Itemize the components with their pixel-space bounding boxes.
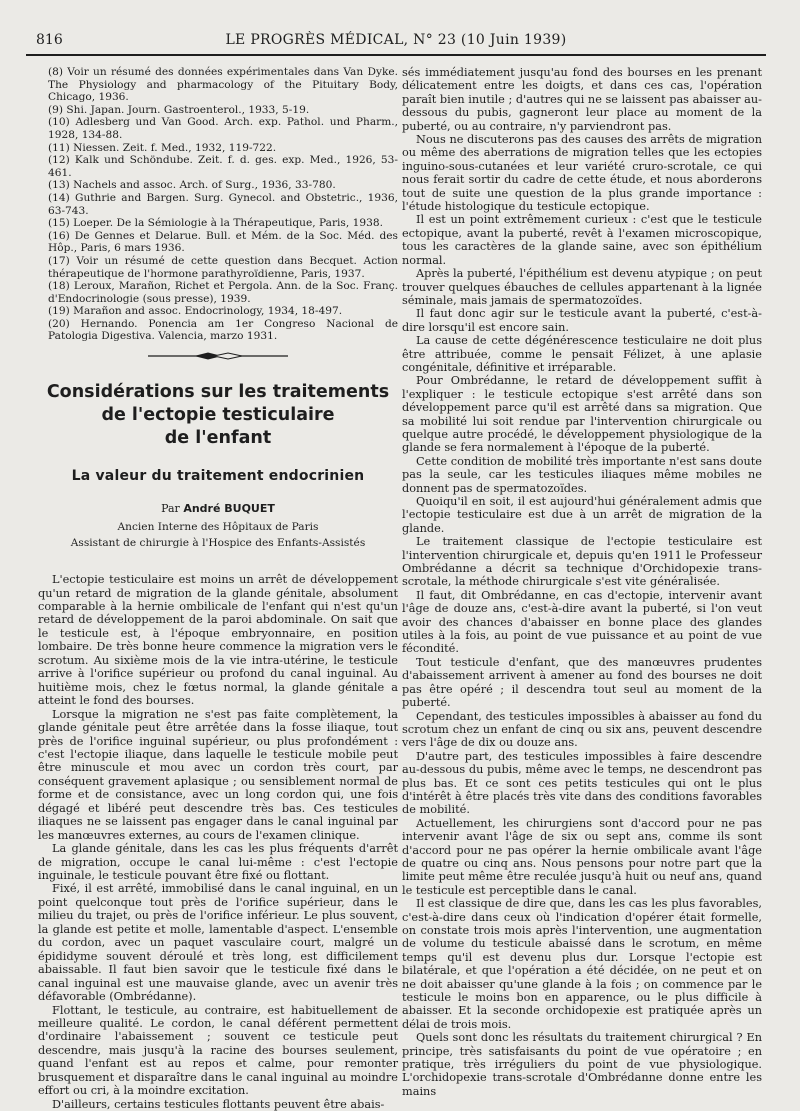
article-title-line: de l'enfant [164,428,272,449]
left-column [38,66,398,1111]
paragraph: Fixé, il est arrêté, immobilisé dans le canal inguinal, en un point quelconque tout près de l'orifice supérieur, dans le milieu du trajet, ou près de l'orifice inférieur. Le plus souvent, la glande est petite et molle, lamentable d'aspect. L'ensemble du cordon, avec un paquet vasculaire court, malgré un épididyme souvent déroulé et très long, est difficilement abaissable. Il faut bien savoir que le testicule fixé dans le canal inguinal est une mauvaise glande, avec un avenir très défavorable (Ombrédanne). [38,882,398,1004]
reference-item: (15) Loeper. De la Sémiologie à la Thérapeutique, Paris, 1938. [48,217,383,230]
reference-item: (10) Adlesberg und Van Good. Arch. exp. Pathol. und Pharm., 1928, 134-88. [48,116,398,141]
paragraph: Cette condition de mobilité très importante n'est sans doute pas la seule, car les testicules iliaques même mobiles ne donnent pas de spermatozoïdes. [402,454,762,495]
reference-item: (13) Nachels and assoc. Arch. of Surg., 1936, 33-780. [48,179,336,192]
header-rule [26,54,766,56]
reference-item: (16) De Gennes et Delarue. Bull. et Mém. de la Soc. Méd. des Hôp., Paris, 6 mars 1936. [48,229,398,255]
references-list [38,66,398,343]
paragraph: Il faut donc agir sur le testicule avant la puberté, c'est-à-dire lorsqu'il est encore sain. [402,307,762,334]
right-column [402,66,762,1098]
author-affiliation: Assistant de chirurgie à l'Hospice des Enfants-Assistés [70,537,366,550]
paragraph: sés immédiatement jusqu'au fond des bourses en les prenant délicatement entre les doigts, et dans ces cas, l'opération paraît bien inutile ; d'autres qui ne se laissent pas abaisser au-dessous du pubis, gagneront leur place au moment de la puberté, ou au contraire, n'y parviendront pas. [402,66,762,133]
paragraph: Nous ne discuterons pas des causes des arrêts de migration ou même des aberrations de migration telles que les ectopies inguino-sous-cutanées et leur variété cruro-scrotale, ce qui nous ferait sortir du cadre de cette étude, et nous aborderons tout de suite une question de la plus grande importance : l'étude histologique du testicule ectopique. [402,133,762,214]
article-subtitle: La valeur du traitement endocrinien [71,468,365,485]
reference-item: (8) Voir un résumé des données expérimentales dans Van Dyke. The Physiology and pharmacology of the Pituitary Body, Chicago, 1936. [48,66,398,104]
paragraph: D'ailleurs, certains testicules flottants peuvent être abais- [52,1097,385,1111]
paragraph: Cependant, des testicules impossibles à abaisser au fond du scrotum chez un enfant de cinq ou six ans, peuvent descendre vers l'âge de dix ou douze ans. [402,709,762,750]
reference-item: (12) Kalk und Schöndube. Zeit. f. d. ges. exp. Med., 1926, 53-461. [48,154,398,179]
paragraph: Flottant, le testicule, au contraire, est habituellement de meilleure qualité. Le cordon, le canal déférent permettent d'ordinaire l'abaissement ; souvent ce testicule peut descendre, mais jusqu'à la racine des bourses seulement, quand l'enfant est au repos et calme, pour remonter brusquement et disparaître dans le canal inguinal au moindre effort ou cri, à la moindre excitation. [38,1003,398,1098]
reference-item: (17) Voir un résumé de cette question dans Becquet. Action thérapeutique de l'hormone parathyroïdienne, Paris, 1937. [48,254,398,280]
paragraph: Actuellement, les chirurgiens sont d'accord pour ne pas intervenir avant l'âge de six ou sept ans, comme ils sont d'accord pour ne pas opérer la hernie ombilicale avant l'âge de quatre ou cinq ans. Nous pensons pour notre part que la limite peut même être reculée jusqu'à huit ou neuf ans, quand le testicule est perceptible dans le canal. [402,816,762,897]
article-heading [38,381,398,551]
byline [38,502,398,515]
byline-prefix: Par [161,502,184,516]
ornament-divider-icon [148,351,288,361]
paragraph: Quoiqu'il en soit, il est aujourd'hui généralement admis que l'ectopie testiculaire est due à un arrêt de migration de la glande. [402,495,762,535]
paragraph: Quels sont donc les résultats du traitement chirurgical ? En principe, très satisfaisants du point de vue opératoire ; en pratique, très irréguliers du point de vue physiologique. L'orchidopexie trans-scrotale d'Ombrédanne donne entre les mains [402,1031,762,1098]
article-body-left [38,573,398,1111]
article-title-line: Considérations sur les traitements [46,382,390,403]
author-affiliation: Ancien Interne des Hôpitaux de Paris [117,521,319,534]
reference-item: (9) Shi. Japan. Journ. Gastroenterol., 1933, 5-19. [48,103,310,116]
paragraph: L'ectopie testiculaire est moins un arrêt de développement qu'un retard de migration de la glande génitale, absolument comparable à la hernie ombilicale de l'enfant qui n'est qu'un retard de développement de la paroi abdominale. On sait que le testicule est, à l'époque embryonnaire, en position lombaire. De très bonne heure commence la migration vers le scrotum. Au sixième mois de la vie intra-utérine, le testicule arrive à l'orifice supérieur ou profond du canal inguinal. Au huitième mois, chez le fœtus normal, la glande génitale a atteint le fond des bourses. [38,573,398,708]
running-title: LE PROGRÈS MÉDICAL, N° 23 (10 Juin 1939) [225,32,567,48]
article-title-line: de l'ectopie testiculaire [101,405,335,426]
author-name: André BUQUET [183,502,275,516]
paragraph: Lorsque la migration ne s'est pas faite complètement, la glande génitale peut être arrêtée dans la fosse iliaque, tout près de l'orifice inguinal supérieur, ou plus profondément : c'est l'ectopie iliaque, dans laquelle le testicule mobile peut être minuscule et mou avec un cordon très court, par conséquent gravement aplasique ; ou sensiblement normal de forme et de consistance, avec un long cordon qui, une fois dégagé et libéré peut descendre très bas. Ces testicules iliaques ne se laissent pas engager dans le canal inguinal par les manœuvres externes, au cours de l'examen clinique. [38,707,398,842]
page-header [26,30,766,52]
paragraph: Après la puberté, l'épithélium est devenu atypique ; on peut trouver quelques ébauches de cellules appartenant à la lignée séminale, mais jamais de spermatozoïdes. [402,267,762,307]
paragraph: Il est classique de dire que, dans les cas les plus favorables, c'est-à-dire dans ceux où l'indication d'opérer était formelle, on constate trois mois après l'intervention, une augmentation de volume du testicule abaissé dans le scrotum, en même temps qu'il est devenu plus dur. Lorsque l'ectopie est bilatérale, et que l'opération a été décidée, on ne peut et on ne doit abaisser qu'une glande à la fois ; on commence par le testicule le moins bon en apparence, ou le plus difficile à abaisser. Et la seconde orchidopexie est pratiquée après un délai de trois mois. [402,897,762,1031]
reference-item: (14) Guthrie and Bargen. Surg. Gynecol. and Obstetric., 1936, 63-743. [48,191,398,217]
paragraph: Pour Ombrédanne, le retard de développement suffit à l'expliquer : le testicule ectopique s'est arrêté dans son développement parce qu'il est arrêté dans sa migration. Que sa mobilité lui soit rendue par l'intervention chirurgicale ou quelque autre procédé, le développement physiologique de la glande se fera normalement à l'époque de la puberté. [402,374,762,455]
reference-item: (11) Niessen. Zeit. f. Med., 1932, 119-722. [48,141,277,154]
paragraph: D'autre part, des testicules impossibles à faire descendre au-dessous du pubis, même avec le temps, ne descendront pas plus bas. Et ce sont ces petits testicules qui ont le plus d'intérêt à être placés très vite dans des conditions favorables de mobilité. [402,749,762,817]
reference-item: (18) Leroux, Marañon, Richet et Pergola. Ann. de la Soc. Franç. d'Endocrinologie (sous presse), 1939. [48,280,398,305]
paragraph: Il est un point extrêmement curieux : c'est que le testicule ectopique, avant la puberté, revêt à l'examen microscopique, tous les caractères de la glande saine, avec son épithélium normal. [402,213,762,267]
reference-item: (20) Hernando. Ponencia am 1er Congreso Nacional de Patologia Digestiva. Valencia, marzo 1931. [48,317,398,343]
page-number: 816 [36,32,63,48]
paragraph: Tout testicule d'enfant, que des manœuvres prudentes d'abaissement arrivent à amener au fond des bourses ne doit pas être opéré ; il descendra tout seul au moment de la puberté. [402,655,762,710]
paragraph: La glande génitale, dans les cas les plus fréquents d'arrêt de migration, occupe le canal lui-même : c'est l'ectopie inguinale, le testicule pouvant être fixé ou flottant. [38,842,398,883]
reference-item: (19) Marañon and assoc. Endocrinology, 1934, 18-497. [48,305,343,318]
paragraph: Le traitement classique de l'ectopie testiculaire est l'intervention chirurgicale et, depuis qu'en 1911 le Professeur Ombrédanne a décrit sa technique d'Orchidopexie trans-scrotale, la méthode chirurgicale s'est vite généralisée. [402,535,762,589]
paragraph: La cause de cette dégénérescence testiculaire ne doit plus être attribuée, comme le pensait Félizet, à une aplasie congénitale, définitive et irréparable. [402,334,762,374]
paragraph: Il faut, dit Ombrédanne, en cas d'ectopie, intervenir avant l'âge de douze ans, c'est-à-dire avant la puberté, si l'on veut avoir des chances d'abaisser en bonne place des glandes utiles à la fois, au point de vue puissance et au point de vue fécondité. [402,588,762,656]
article-body-right [402,66,762,1098]
